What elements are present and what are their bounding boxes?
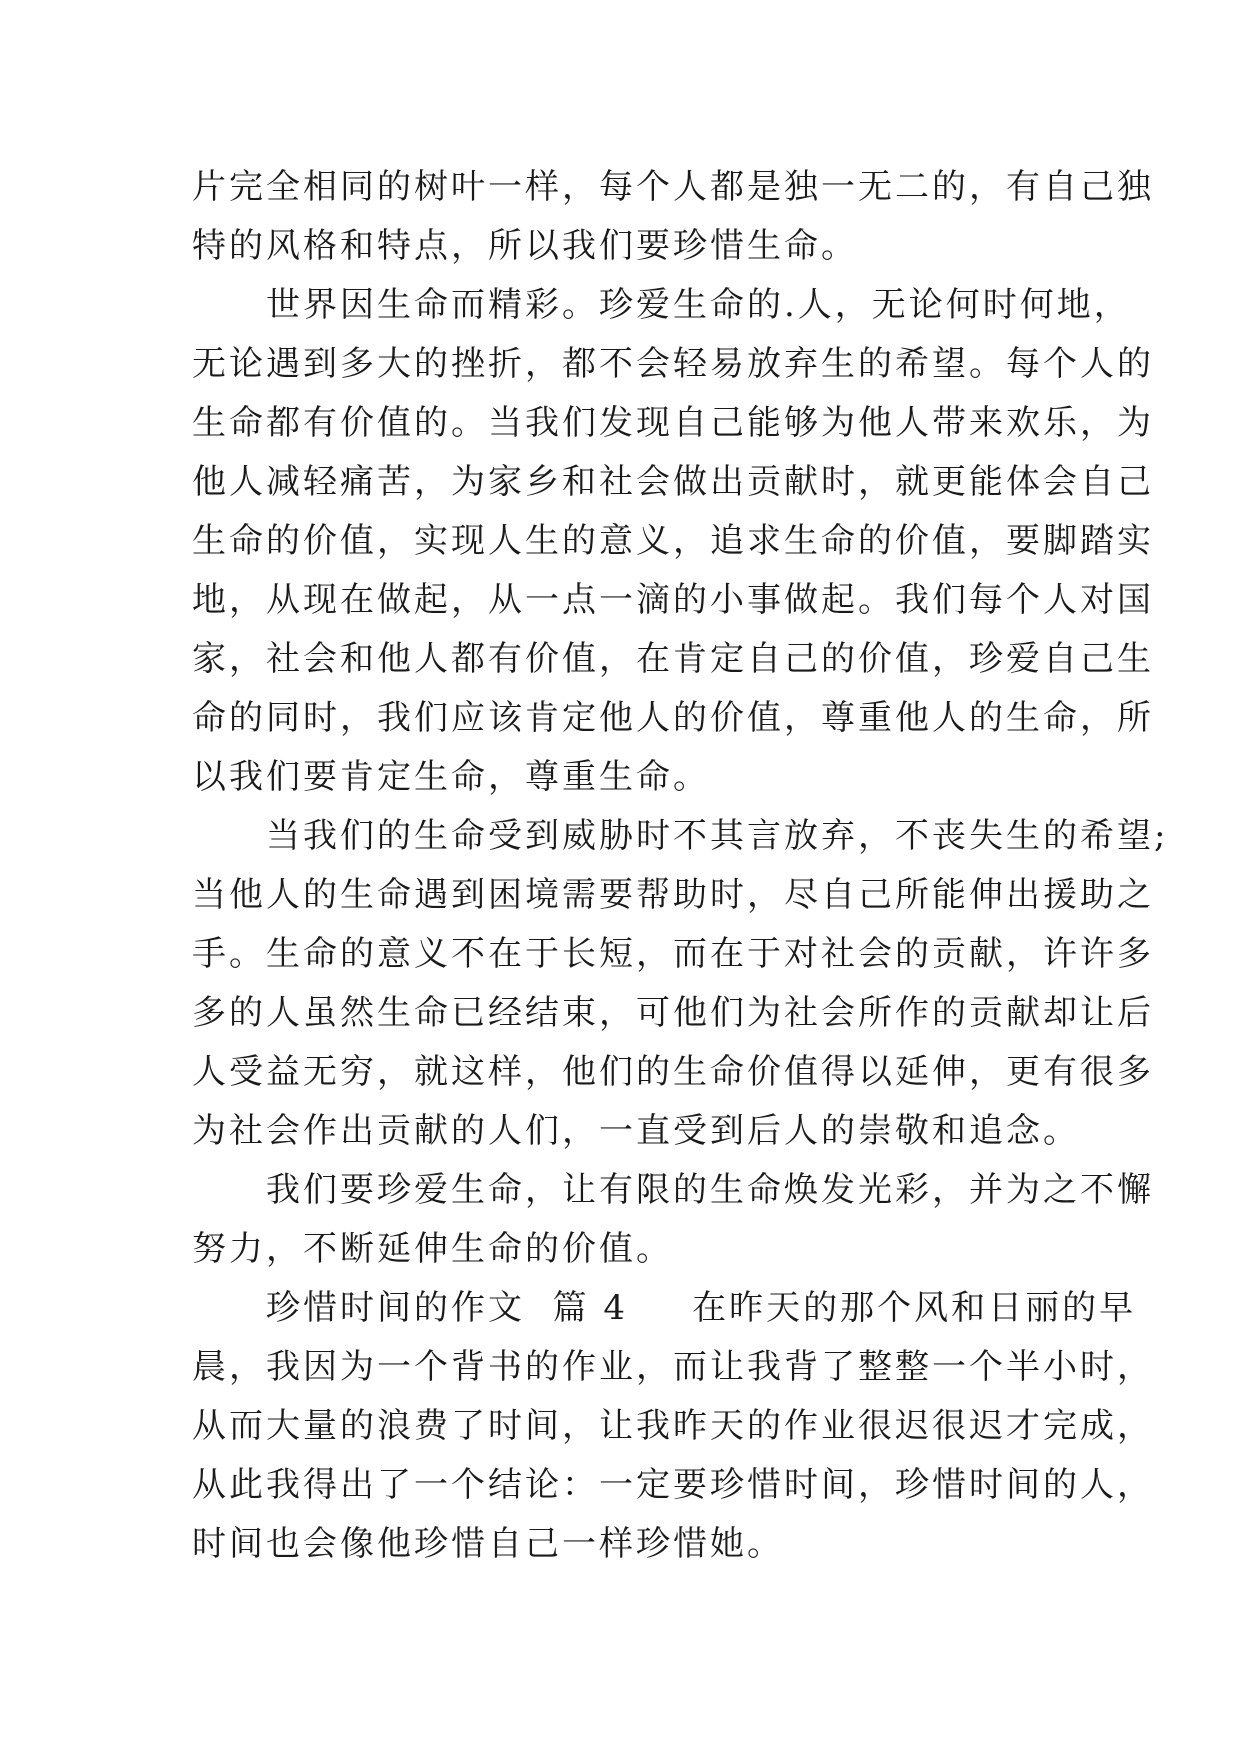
text-line: 努力，不断延伸生命的价值。: [192, 1229, 673, 1269]
text-line: 人受益无穷，就这样，他们的生命价值得以延伸，更有很多: [192, 1052, 1154, 1092]
text-line: 当他人的生命遇到困境需要帮助时，尽自己所能伸出援助之: [192, 875, 1154, 915]
text-line: 为社会作出贡献的人们，一直受到后人的崇敬和追念。: [192, 1111, 1080, 1151]
text-line: 命的同时，我们应该肯定他人的价值，尊重他人的生命，所: [192, 698, 1154, 738]
text-line: 晨，我因为一个背书的作业，而让我背了整整一个半小时，: [192, 1347, 1154, 1387]
text-line: 他人减轻痛苦，为家乡和社会做出贡献时，就更能体会自己: [192, 462, 1154, 502]
text-line: 多的人虽然生命已经结束，可他们为社会所作的贡献却让后: [192, 993, 1154, 1033]
heading-rest: 在昨天的那个风和日丽的早: [692, 1288, 1137, 1328]
text-line: 片完全相同的树叶一样，每个人都是独一无二的，有自己独: [192, 167, 1154, 207]
section-number: 篇 4: [552, 1288, 629, 1328]
text-line: 无论遇到多大的挫折，都不会轻易放弃生的希望。每个人的: [192, 344, 1154, 384]
text-line: 手。生命的意义不在于长短，而在于对社会的贡献，许许多: [192, 934, 1154, 974]
text-line: 从此我得出了一个结论：一定要珍惜时间，珍惜时间的人，: [192, 1465, 1154, 1505]
text-line: 时间也会像他珍惜自己一样珍惜她。: [192, 1524, 784, 1564]
heading-indent: [192, 1288, 266, 1328]
text-line: 特的风格和特点，所以我们要珍惜生命。: [192, 226, 858, 266]
text-line: 生命的价值，实现人生的意义，追求生命的价值，要脚踏实: [192, 521, 1154, 561]
essay-title: 珍惜时间的作文: [266, 1288, 525, 1328]
text-line: 从而大量的浪费了时间，让我昨天的作业很迟很迟才完成，: [192, 1406, 1154, 1446]
text-line: 世界因生命而精彩。珍爱生命的.人，无论何时何地，: [192, 285, 1131, 325]
text-line: 地，从现在做起，从一点一滴的小事做起。我们每个人对国: [192, 580, 1154, 620]
section-heading-line: [192, 1279, 1137, 1338]
text-line: 家，社会和他人都有价值，在肯定自己的价值，珍爱自己生: [192, 639, 1154, 679]
body-text: [192, 158, 1169, 1574]
text-line: 以我们要肯定生命，尊重生命。: [192, 757, 710, 797]
text-line: 我们要珍爱生命，让有限的生命焕发光彩，并为之不懈: [192, 1170, 1154, 1210]
text-line: 当我们的生命受到威胁时不其言放弃，不丧失生的希望;: [192, 816, 1169, 856]
text-line: 生命都有价值的。当我们发现自己能够为他人带来欢乐，为: [192, 403, 1154, 443]
